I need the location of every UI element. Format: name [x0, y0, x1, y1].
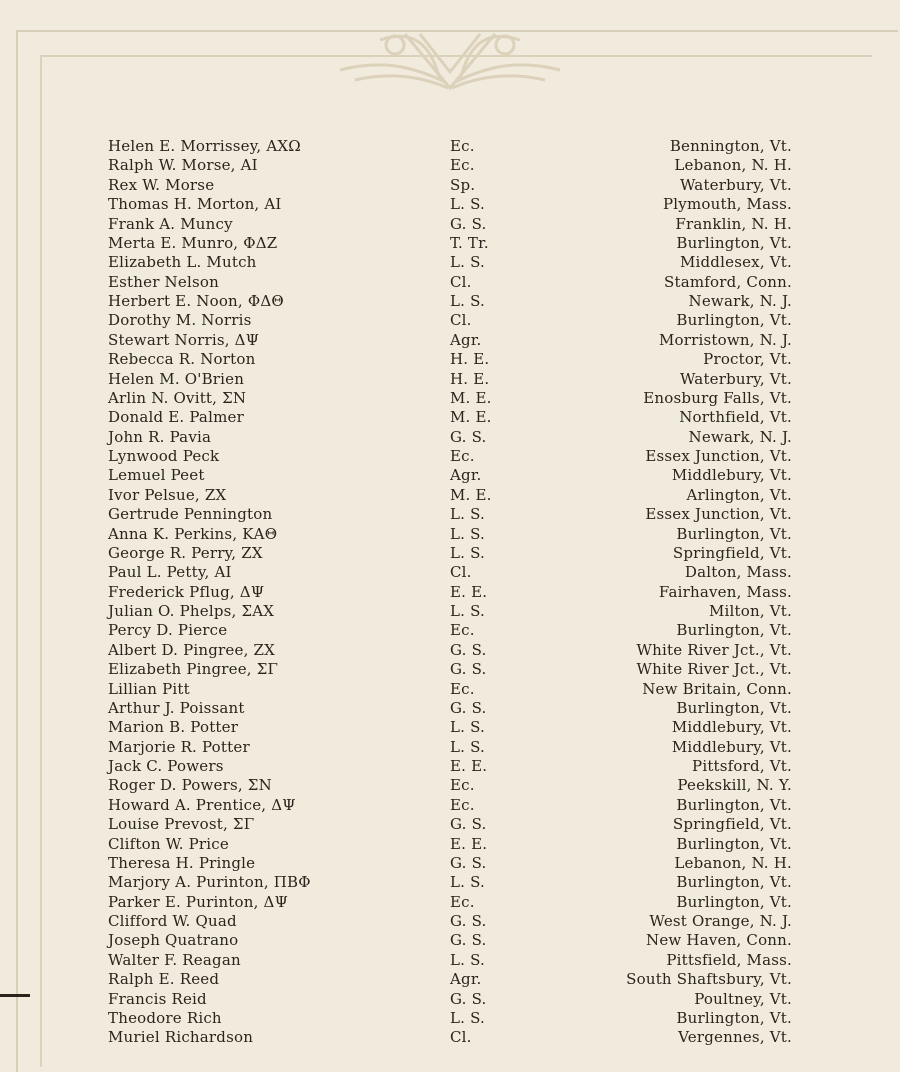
- student-name: Esther Nelson: [108, 272, 219, 291]
- course-abbrev: Ec.: [450, 621, 475, 640]
- hometown: Stamford, Conn.: [664, 272, 792, 291]
- student-name: Lemuel Peet: [108, 466, 205, 485]
- course-abbrev: Agr.: [450, 466, 482, 485]
- student-name: Percy D. Pierce: [108, 621, 228, 640]
- course-abbrev: G. S.: [450, 853, 487, 872]
- roster-row: [0, 466, 900, 485]
- roster-row: [0, 873, 900, 892]
- hometown: Northfield, Vt.: [679, 408, 792, 427]
- roster-row: [0, 389, 900, 408]
- student-name: Thomas H. Morton, ΑΙ: [108, 195, 282, 214]
- roster-row: [0, 156, 900, 175]
- roster-row: [0, 292, 900, 311]
- roster-row: [0, 253, 900, 272]
- course-abbrev: L. S.: [450, 505, 486, 524]
- student-name: Elizabeth L. Mutch: [108, 253, 257, 272]
- hometown: Middlesex, Vt.: [679, 253, 792, 272]
- course-abbrev: G. S.: [450, 931, 487, 950]
- hometown: Pittsford, Vt.: [692, 757, 792, 775]
- hometown: Dalton, Mass.: [684, 563, 792, 582]
- hometown: South Shaftsbury, Vt.: [626, 970, 792, 989]
- student-name: Gertrude Pennington: [108, 505, 273, 524]
- roster-row: [0, 505, 900, 524]
- hometown: White River Jct., Vt.: [636, 640, 792, 659]
- roster-row: [0, 621, 900, 640]
- course-abbrev: L. S.: [450, 950, 486, 969]
- hometown: Burlington, Vt.: [676, 834, 792, 853]
- roster-row: [0, 408, 900, 427]
- hometown: Burlington, Vt.: [676, 621, 792, 640]
- margin-mark: [0, 994, 30, 997]
- course-abbrev: L. S.: [450, 737, 486, 756]
- hometown: Burlington, Vt.: [676, 311, 792, 330]
- hometown: Proctor, Vt.: [703, 350, 792, 369]
- hometown: Plymouth, Mass.: [663, 195, 792, 214]
- course-abbrev: H. E.: [450, 350, 490, 369]
- student-name: George R. Perry, ΖΧ: [108, 543, 263, 562]
- hometown: Enosburg Falls, Vt.: [643, 388, 792, 407]
- roster-row: [0, 951, 900, 970]
- hometown: Franklin, N. H.: [675, 214, 792, 233]
- student-name: Frank A. Muncy: [108, 214, 233, 233]
- student-name: Marjorie R. Potter: [108, 737, 250, 756]
- roster-row: [0, 970, 900, 989]
- course-abbrev: L. S.: [450, 718, 486, 737]
- hometown: Essex Junction, Vt.: [645, 505, 792, 524]
- hometown: Waterbury, Vt.: [679, 369, 792, 388]
- roster-row: [0, 350, 900, 369]
- student-roster: [0, 137, 900, 1048]
- course-abbrev: L. S.: [450, 602, 486, 620]
- student-name: Jack C. Powers: [108, 757, 224, 775]
- hometown: Middlebury, Vt.: [671, 466, 792, 485]
- course-abbrev: M. E.: [450, 388, 492, 407]
- hometown: Morristown, N. J.: [658, 330, 792, 349]
- hometown: Poultney, Vt.: [694, 989, 792, 1008]
- hometown: Fairhaven, Mass.: [658, 582, 792, 601]
- roster-row: [0, 583, 900, 602]
- student-name: Herbert E. Noon, ΦΔΘ: [108, 292, 284, 310]
- course-abbrev: Ec.: [450, 795, 475, 814]
- student-name: Ralph E. Reed: [108, 970, 220, 989]
- roster-row: [0, 370, 900, 389]
- student-name: Julian O. Phelps, ΣΑΧ: [108, 602, 275, 620]
- student-name: Marjory A. Purinton, ΠΒΦ: [108, 873, 311, 892]
- roster-row: [0, 757, 900, 776]
- roster-row: [0, 931, 900, 950]
- course-abbrev: G. S.: [450, 214, 487, 233]
- roster-row: [0, 699, 900, 718]
- course-abbrev: E. E.: [450, 757, 488, 775]
- course-abbrev: L. S.: [450, 292, 486, 310]
- course-abbrev: Agr.: [450, 330, 482, 349]
- course-abbrev: Ec.: [450, 447, 475, 465]
- roster-row: [0, 1028, 900, 1047]
- student-name: Stewart Norris, ΔΨ: [108, 330, 260, 349]
- student-name: Elizabeth Pingree, ΣΓ: [108, 660, 279, 679]
- course-abbrev: Ec.: [450, 156, 475, 175]
- hometown: Burlington, Vt.: [676, 698, 792, 717]
- student-name: Merta E. Munro, ΦΔΖ: [108, 233, 278, 252]
- hometown: Burlington, Vt.: [676, 524, 792, 543]
- student-name: Howard A. Prentice, ΔΨ: [108, 795, 296, 814]
- student-name: Dorothy M. Norris: [108, 311, 252, 330]
- student-name: Clifton W. Price: [108, 834, 229, 853]
- course-abbrev: Ec.: [450, 776, 475, 795]
- roster-row: [0, 602, 900, 621]
- course-abbrev: Ec.: [450, 892, 475, 911]
- course-abbrev: T. Tr.: [450, 233, 489, 252]
- course-abbrev: G. S.: [450, 660, 487, 679]
- roster-row: [0, 680, 900, 699]
- student-name: John R. Pavia: [108, 427, 212, 446]
- roster-row: [0, 660, 900, 679]
- course-abbrev: Cl.: [450, 311, 472, 330]
- student-name: Ralph W. Morse, ΑΙ: [108, 156, 258, 175]
- hometown: Vergennes, Vt.: [678, 1028, 792, 1047]
- roster-row: [0, 796, 900, 815]
- course-abbrev: Ec.: [450, 679, 475, 698]
- hometown: New Haven, Conn.: [646, 931, 792, 950]
- student-name: Donald E. Palmer: [108, 408, 244, 427]
- hometown: Newark, N. J.: [688, 427, 792, 446]
- course-abbrev: G. S.: [450, 640, 487, 659]
- course-abbrev: L. S.: [450, 543, 486, 562]
- course-abbrev: L. S.: [450, 1008, 486, 1027]
- roster-row: [0, 641, 900, 660]
- hometown: Burlington, Vt.: [676, 892, 792, 911]
- roster-row: [0, 990, 900, 1009]
- student-name: Frederick Pflug, ΔΨ: [108, 582, 265, 601]
- student-name: Louise Prevost, ΣΓ: [108, 815, 255, 834]
- student-name: Anna K. Perkins, ΚΑΘ: [108, 524, 278, 543]
- roster-row: [0, 311, 900, 330]
- course-abbrev: M. E.: [450, 485, 492, 504]
- roster-row: [0, 215, 900, 234]
- roster-row: [0, 331, 900, 350]
- course-abbrev: L. S.: [450, 524, 486, 543]
- hometown: Burlington, Vt.: [676, 233, 792, 252]
- course-abbrev: E. E.: [450, 582, 488, 601]
- course-abbrev: L. S.: [450, 253, 486, 272]
- roster-row: [0, 835, 900, 854]
- student-name: Clifford W. Quad: [108, 912, 237, 930]
- student-name: Arlin N. Ovitt, ΣΝ: [108, 388, 247, 407]
- hometown: Springfield, Vt.: [672, 543, 792, 562]
- roster-row: [0, 563, 900, 582]
- monogram-ornament-icon: [320, 10, 580, 100]
- roster-row: [0, 912, 900, 931]
- course-abbrev: Ec.: [450, 137, 475, 155]
- roster-row: [0, 486, 900, 505]
- roster-row: [0, 815, 900, 834]
- student-name: Rex W. Morse: [108, 175, 215, 194]
- course-abbrev: Cl.: [450, 272, 472, 291]
- student-name: Theodore Rich: [108, 1008, 222, 1027]
- student-name: Roger D. Powers, ΣΝ: [108, 776, 272, 795]
- course-abbrev: Cl.: [450, 1028, 472, 1047]
- hometown: Bennington, Vt.: [669, 137, 792, 155]
- hometown: White River Jct., Vt.: [636, 660, 792, 679]
- course-abbrev: Sp.: [450, 175, 476, 194]
- roster-row: [0, 447, 900, 466]
- roster-row: [0, 718, 900, 737]
- course-abbrev: G. S.: [450, 698, 487, 717]
- course-abbrev: G. S.: [450, 815, 487, 834]
- hometown: Peekskill, N. Y.: [677, 776, 792, 795]
- hometown: Milton, Vt.: [708, 602, 792, 620]
- course-abbrev: M. E.: [450, 408, 492, 427]
- roster-row: [0, 854, 900, 873]
- student-name: Muriel Richardson: [108, 1028, 254, 1047]
- course-abbrev: H. E.: [450, 369, 490, 388]
- student-name: Walter F. Reagan: [108, 950, 241, 969]
- roster-row: [0, 195, 900, 214]
- student-name: Paul L. Petty, ΑΙ: [108, 563, 232, 582]
- course-abbrev: Cl.: [450, 563, 472, 582]
- course-abbrev: L. S.: [450, 873, 486, 892]
- roster-row: [0, 234, 900, 253]
- hometown: Burlington, Vt.: [676, 795, 792, 814]
- hometown: Burlington, Vt.: [676, 873, 792, 892]
- student-name: Lynwood Peck: [108, 447, 220, 465]
- student-name: Helen E. Morrissey, ΑΧΩ: [108, 137, 301, 155]
- course-abbrev: Agr.: [450, 970, 482, 989]
- course-abbrev: G. S.: [450, 912, 487, 930]
- student-name: Theresa H. Pringle: [108, 853, 256, 872]
- hometown: Middlebury, Vt.: [671, 737, 792, 756]
- hometown: Essex Junction, Vt.: [645, 447, 792, 465]
- roster-row: [0, 776, 900, 795]
- student-name: Arthur J. Poissant: [108, 698, 245, 717]
- roster-row: [0, 1009, 900, 1028]
- hometown: Waterbury, Vt.: [679, 175, 792, 194]
- student-name: Lillian Pitt: [108, 679, 190, 698]
- roster-row: [0, 525, 900, 544]
- hometown: West Orange, N. J.: [649, 912, 792, 930]
- student-name: Marion B. Potter: [108, 718, 239, 737]
- hometown: Lebanon, N. H.: [674, 156, 792, 175]
- hometown: Middlebury, Vt.: [671, 718, 792, 737]
- roster-row: [0, 544, 900, 563]
- course-abbrev: L. S.: [450, 195, 486, 214]
- course-abbrev: G. S.: [450, 427, 487, 446]
- roster-row: [0, 176, 900, 195]
- student-name: Rebecca R. Norton: [108, 350, 256, 369]
- roster-row: [0, 893, 900, 912]
- roster-row: [0, 428, 900, 447]
- student-name: Francis Reid: [108, 989, 207, 1008]
- roster-row: [0, 137, 900, 156]
- hometown: Arlington, Vt.: [686, 485, 792, 504]
- hometown: Burlington, Vt.: [676, 1008, 792, 1027]
- hometown: Lebanon, N. H.: [674, 853, 792, 872]
- student-name: Parker E. Purinton, ΔΨ: [108, 892, 288, 911]
- roster-row: [0, 273, 900, 292]
- course-abbrev: G. S.: [450, 989, 487, 1008]
- student-name: Ivor Pelsue, ΖΧ: [108, 485, 227, 504]
- hometown: New Britain, Conn.: [642, 679, 792, 698]
- student-name: Helen M. O'Brien: [108, 369, 245, 388]
- hometown: Newark, N. J.: [688, 292, 792, 310]
- student-name: Joseph Quatrano: [108, 931, 239, 950]
- roster-row: [0, 738, 900, 757]
- hometown: Springfield, Vt.: [672, 815, 792, 834]
- hometown: Pittsfield, Mass.: [666, 950, 792, 969]
- course-abbrev: E. E.: [450, 834, 488, 853]
- student-name: Albert D. Pingree, ΖΧ: [108, 640, 276, 659]
